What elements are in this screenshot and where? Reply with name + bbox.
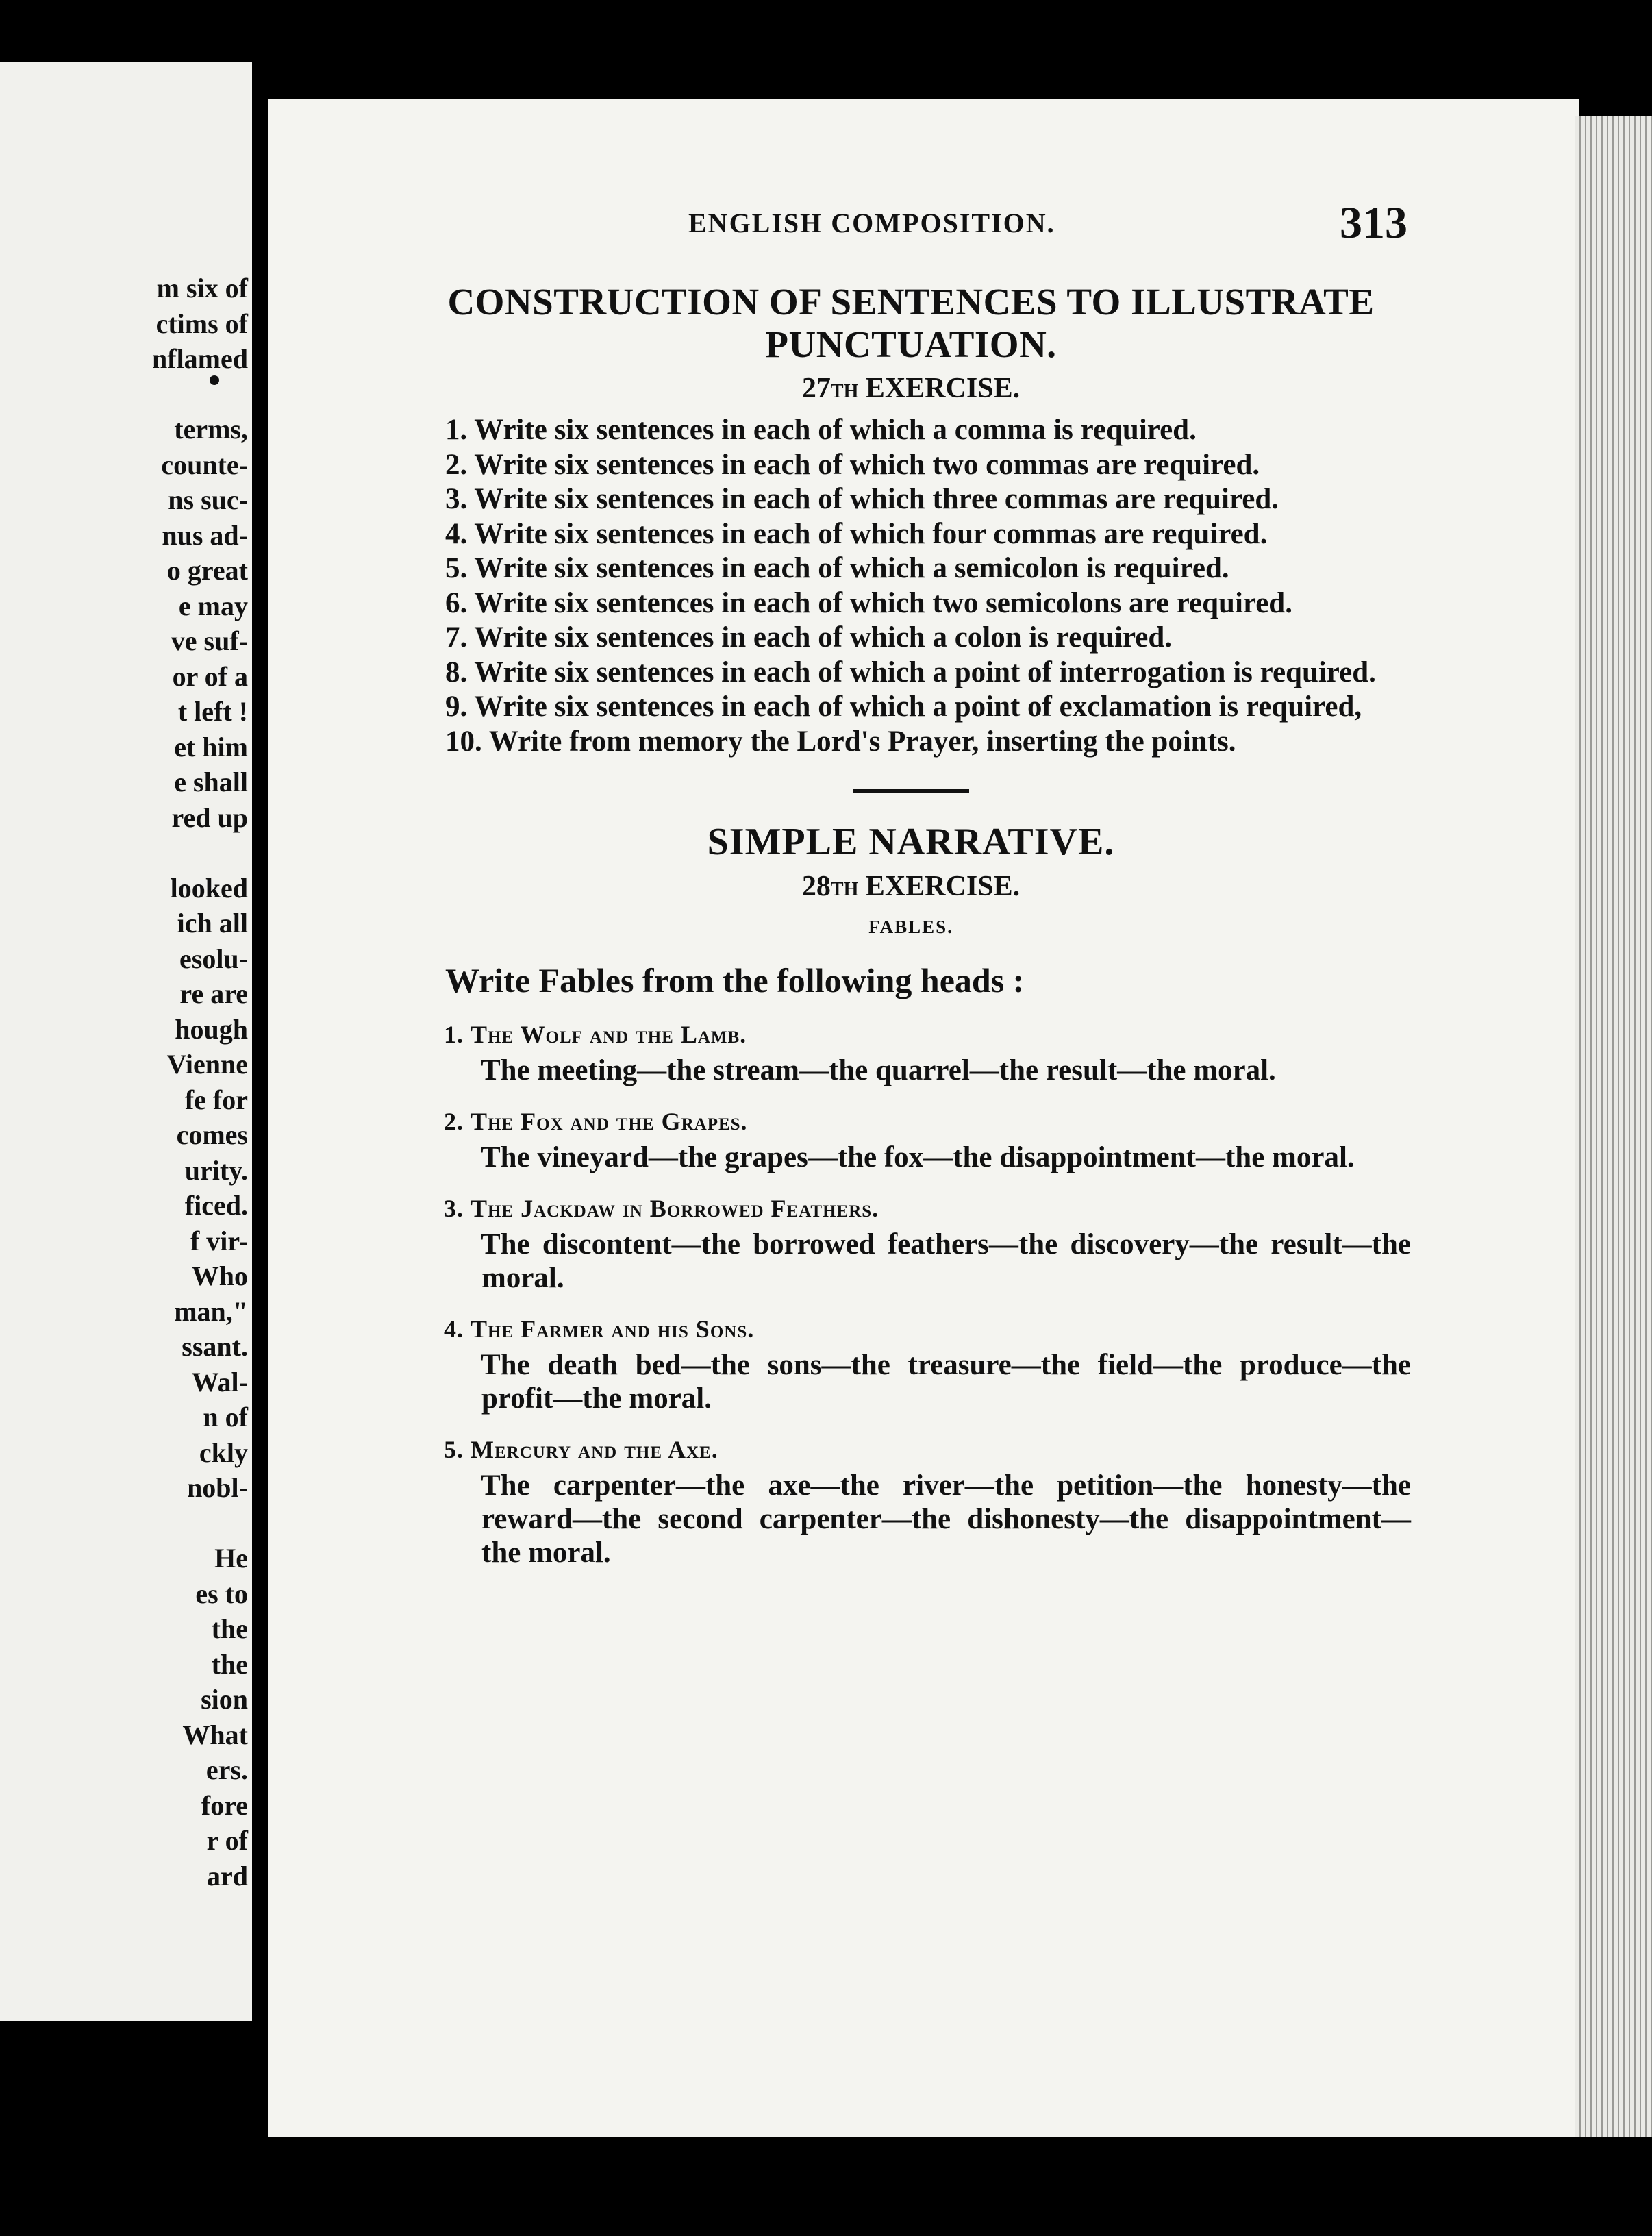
fable-title-text: The Farmer and his Sons. bbox=[471, 1315, 755, 1343]
fable-number: 3. bbox=[444, 1195, 464, 1222]
exercise-ordinal-suffix: TH bbox=[830, 879, 859, 900]
ink-speck bbox=[210, 375, 219, 385]
list-item: 5. Write six sentences in each of which a semicolon is required. bbox=[445, 552, 1229, 584]
fable-description: The death bed—the sons—the treasure—the field—the produce—the profit—the moral. bbox=[481, 1349, 1411, 1415]
fable-number: 5. bbox=[444, 1436, 464, 1463]
facing-page-line: e shall bbox=[174, 767, 248, 797]
list-item: 8. Write six sentences in each of which a point of interrogation is required. bbox=[445, 656, 1376, 688]
facing-page-line: r of bbox=[206, 1825, 248, 1856]
subheading-fables: FABLES. bbox=[868, 917, 953, 937]
facing-page-line: sion bbox=[201, 1684, 248, 1715]
facing-page-line: ckly bbox=[199, 1437, 248, 1468]
facing-page-line: hough bbox=[175, 1013, 248, 1045]
exercise-word: EXERCISE. bbox=[865, 373, 1021, 404]
fable-title bbox=[444, 1430, 1411, 1469]
facing-page-line: nobl- bbox=[187, 1472, 248, 1503]
facing-page-line: Wal- bbox=[191, 1366, 248, 1398]
fable-title-text: The Wolf and the Lamb. bbox=[471, 1021, 747, 1048]
page-content bbox=[411, 199, 1411, 1585]
facing-page-line: urity. bbox=[184, 1154, 248, 1186]
fable-description: The vineyard—the grapes—the fox—the disappointment—the moral. bbox=[481, 1141, 1355, 1173]
facing-page-text bbox=[1, 271, 248, 1893]
running-head bbox=[411, 199, 1411, 253]
facing-page-line: m six of bbox=[156, 273, 248, 303]
exercise-number: 28 bbox=[801, 871, 831, 902]
list-item: 10. Write from memory the Lord's Prayer, inserting the points. bbox=[445, 725, 1236, 758]
facing-page-line: fe for bbox=[184, 1084, 248, 1115]
fable-title bbox=[444, 1102, 1411, 1141]
fable-title-text: The Fox and the Grapes. bbox=[471, 1108, 748, 1135]
facing-page-line: Who bbox=[191, 1260, 248, 1291]
facing-page-line: o great bbox=[166, 555, 248, 586]
list-item: 1. Write six sentences in each of which a comma is required. bbox=[445, 414, 1197, 446]
facing-page-line: ers. bbox=[205, 1754, 248, 1785]
page-number: 313 bbox=[1340, 198, 1407, 248]
exercise-number: 27 bbox=[801, 373, 831, 404]
section-title-narrative: SIMPLE NARRATIVE. bbox=[707, 821, 1115, 863]
list-item: 2. Write six sentences in each of which two commas are required. bbox=[445, 448, 1260, 481]
fable-item bbox=[411, 1189, 1411, 1295]
fable-description: The discontent—the borrowed feathers—the discovery—the result—the moral. bbox=[481, 1228, 1411, 1294]
facing-page-line: red up bbox=[171, 802, 248, 833]
facing-page-line: ich all bbox=[177, 908, 248, 939]
facing-page-line: ctims of bbox=[155, 308, 248, 339]
facing-page-line: es to bbox=[195, 1578, 248, 1609]
facing-page-line: comes bbox=[176, 1119, 248, 1150]
facing-page-line bbox=[1, 835, 248, 871]
facing-page-line: t left ! bbox=[177, 696, 248, 727]
facing-page-line: man," bbox=[174, 1295, 248, 1327]
facing-page-line: nflamed bbox=[152, 343, 248, 374]
facing-page-line: n of bbox=[203, 1402, 248, 1432]
facing-page-line bbox=[1, 1506, 248, 1541]
facing-page-line: the bbox=[211, 1613, 248, 1644]
facing-page-line: et him bbox=[174, 731, 248, 762]
fable-number: 1. bbox=[444, 1021, 464, 1048]
list-item: 3. Write six sentences in each of which three commas are required. bbox=[445, 483, 1279, 515]
fable-item bbox=[411, 1310, 1411, 1415]
facing-page-line: ard bbox=[207, 1860, 248, 1891]
facing-page-line: or of a bbox=[172, 660, 248, 692]
exercise-ordinal-suffix: TH bbox=[830, 381, 859, 402]
facing-page-line: What bbox=[182, 1719, 248, 1750]
exercise-heading-27 bbox=[411, 370, 1411, 410]
list-item: 4. Write six sentences in each of which four commas are required. bbox=[445, 517, 1268, 550]
exercise-heading-28 bbox=[411, 868, 1411, 908]
facing-page-line: e may bbox=[178, 590, 248, 621]
fable-title-text: The Jackdaw in Borrowed Feathers. bbox=[471, 1195, 879, 1222]
fable-description: The carpenter—the axe—the river—the petition—the honesty—the reward—the second carpenter—the dishonesty—the disappointment—the moral. bbox=[481, 1469, 1411, 1569]
fable-title bbox=[444, 1310, 1411, 1348]
book-gutter bbox=[252, 89, 268, 2144]
fable-item bbox=[411, 1015, 1411, 1087]
list-item: 6. Write six sentences in each of which two semicolons are required. bbox=[445, 586, 1292, 619]
facing-page-line: looked bbox=[170, 872, 248, 904]
facing-page-line: He bbox=[214, 1543, 248, 1574]
facing-page-line: terms, bbox=[174, 414, 248, 445]
facing-page-line: re are bbox=[179, 978, 248, 1009]
fable-title-text: Mercury and the Axe. bbox=[471, 1436, 718, 1463]
fable-item bbox=[411, 1430, 1411, 1569]
fable-title bbox=[444, 1189, 1411, 1228]
page-edges bbox=[1575, 116, 1652, 2137]
running-title: ENGLISH COMPOSITION. bbox=[688, 208, 1055, 238]
fable-number: 4. bbox=[444, 1315, 464, 1343]
facing-page-line: f vir- bbox=[190, 1225, 248, 1256]
section-divider bbox=[853, 789, 969, 793]
section-title-punctuation: CONSTRUCTION OF SENTENCES TO ILLUSTRATE PUNCTUATION. bbox=[447, 281, 1375, 365]
exercise-word: EXERCISE. bbox=[865, 871, 1021, 902]
fable-item bbox=[411, 1102, 1411, 1174]
facing-page-line: fore bbox=[201, 1789, 248, 1821]
list-item: 9. Write six sentences in each of which a point of exclamation is required, bbox=[445, 691, 1362, 723]
fable-description: The meeting—the stream—the quarrel—the result—the moral. bbox=[481, 1054, 1276, 1086]
fable-number: 2. bbox=[444, 1108, 464, 1135]
fables-intro: Write Fables from the following heads : bbox=[445, 961, 1025, 999]
facing-page-line: ssant. bbox=[182, 1331, 248, 1362]
fable-title bbox=[444, 1015, 1411, 1054]
facing-page-line: ns suc- bbox=[168, 484, 248, 515]
facing-page-line: ficed. bbox=[184, 1190, 248, 1221]
facing-page-line: the bbox=[211, 1648, 248, 1680]
facing-page-line: Vienne bbox=[166, 1049, 248, 1080]
exercise-27-list bbox=[411, 413, 1411, 759]
facing-page-line: counte- bbox=[161, 449, 248, 480]
facing-page bbox=[0, 62, 252, 2021]
facing-page-line: nus ad- bbox=[162, 519, 248, 551]
facing-page-line: ve suf- bbox=[171, 625, 248, 656]
facing-page-line: esolu- bbox=[179, 943, 248, 974]
list-item: 7. Write six sentences in each of which a colon is required. bbox=[445, 621, 1173, 654]
